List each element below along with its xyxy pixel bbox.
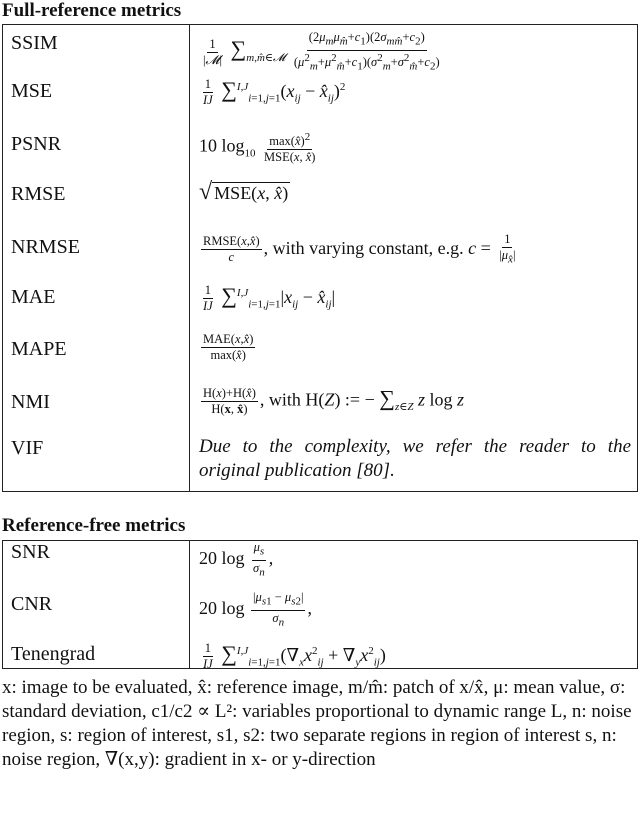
metric-name-nrmse: NRMSE [11, 236, 80, 258]
formula-mae: $\frac{1}{IJ}$ $\sum^{I,J}_{i=1,j=1}|x_{ij}$ − $x̂_{ij}|$ [203, 283, 336, 314]
formula-vif: Due to the complexity, we refer the reader to the original publication [80]. [199, 436, 631, 481]
formula-psnr: 10 $\log_{10}$ $\frac{\max(x̂)^2}{\text{MSE(x, x̂)}}$ [199, 131, 316, 165]
metric-formulas-cell [190, 25, 638, 492]
nrmse-text: , with varying constant, e.g. [263, 237, 464, 258]
metric-name-vif: VIF [11, 437, 44, 459]
metric-name-snr: SNR [11, 541, 50, 563]
formula-tenengrad: $\frac{1}{IJ}$ $\sum^{I,J}_{i=1,j=1}(\nabla_xx^2_{ij} + \nabla_yx^2_{ij})$ [203, 641, 386, 672]
rf-metric-formulas-cell [190, 540, 638, 672]
formula-snr: 20 log $\frac{\mu_s}{\sigma_n}$ , [199, 540, 274, 578]
formula-nmi: $\frac{H(x)+H(x̂)}{H(x, x̂)}$ , with H(Z) := − $\sum_{z\in Z}$ z log z [203, 385, 465, 416]
metric-names-cell [3, 25, 190, 492]
rf-metric-names-cell [3, 541, 190, 669]
full-reference-heading: Full-reference metrics [2, 0, 182, 21]
metric-name-psnr: PSNR [11, 133, 62, 155]
nmi-text: , with [259, 389, 301, 410]
formula-mape: $\frac{\text{MAE(x,x̂)}}{\max(x̂)}$ [203, 332, 254, 362]
metric-name-rmse: RMSE [11, 183, 66, 205]
full-reference-table [2, 24, 638, 492]
formula-mse: $\frac{1}{IJ}$ $\sum^{I,J}_{i=1,j=1}(x_{ij}$ − $x̂_{ij})^2$ [203, 77, 346, 108]
reference-free-table [2, 540, 638, 672]
footnote: x: image to be evaluated, x̂: reference image, m/m̂: patch of x/x̂, μ: mean value, σ: standard deviation, c1/c2 ∝ L²: variables proportional to dynamic range L, n: noise region, s: region of interest, s1, s2: two separate regions in region of interest s, n: noise region, ∇(x,y): gradient in x- or y-direction [2, 677, 632, 770]
metric-name-mse: MSE [11, 80, 53, 102]
formula-cnr: 20 log $\frac{|\mu_{s1} - \mu_{s2}|}{\sigma_n}$ , [199, 590, 312, 628]
formula-ssim: $\frac{1}{\text{|𝓜|}}$ $\sum_{m,m̂\in 𝓜}$ $\frac{(2\mu_m\mu_{m̂}+c_1)(2\sigma_{mm̂}+c_2)}{(\mu^2_m+\mu^2_{m̂}+c_1)(\sigma^2_m+\sigma^2_{m̂}+c_2)}$ [203, 30, 440, 73]
formula-rmse: √ MSE(x, x̂) [199, 179, 289, 206]
metric-name-mape: MAPE [11, 338, 67, 360]
metric-name-nmi: NMI [11, 391, 50, 413]
formula-nrmse: $\frac{\text{RMSE(x,x̂)}}{c}$ , with varying constant, e.g. c = $\frac{1}{|\mu_{x̂}|}$ [203, 232, 516, 266]
metric-name-cnr: CNR [11, 593, 53, 615]
reference-free-heading: Reference-free metrics [2, 515, 186, 536]
metric-name-mae: MAE [11, 286, 56, 308]
metric-name-ssim: SSIM [11, 32, 58, 54]
metric-name-tenengrad: Tenengrad [11, 643, 96, 665]
